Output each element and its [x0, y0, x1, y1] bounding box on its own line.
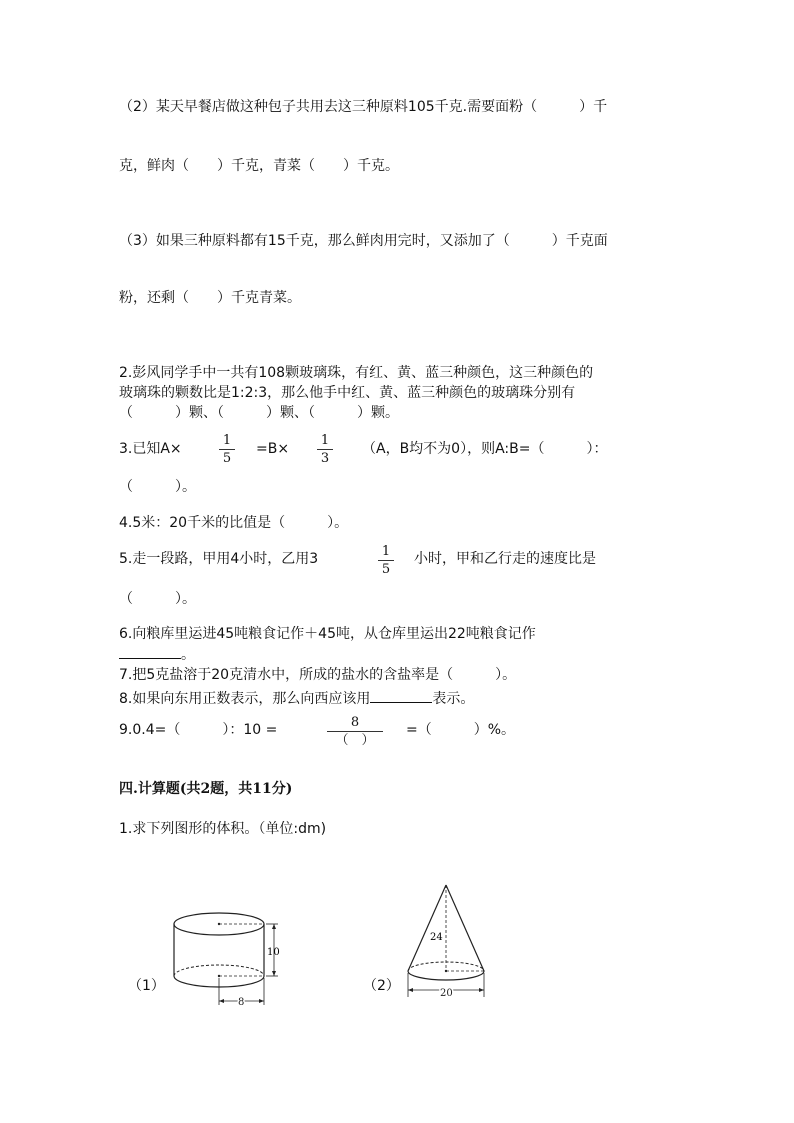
q1-part2-line1: （2）某天早餐店做这种包子共用去这三种原料105千克.需要面粉（ ）千 — [119, 99, 608, 115]
cone-figure — [400, 880, 495, 1002]
q6-answer-blank[interactable] — [119, 644, 181, 659]
q5-line2: （ ）。 — [119, 591, 196, 607]
q4-text: 4.5米：20千米的比值是（ ）。 — [119, 515, 349, 531]
calc-q1-text: 1.求下列图形的体积。（单位:dm) — [119, 821, 327, 837]
q3-frac1-denominator: 5 — [222, 451, 232, 466]
q2-line3: （ ）颗、（ ）颗、（ ）颗。 — [119, 405, 399, 421]
q3-suffix: （A，B均不为0），则A:B=（ ）： — [362, 441, 608, 457]
q3-frac1-numerator: 1 — [222, 433, 232, 448]
q3-middle: =B× — [256, 441, 290, 457]
cylinder-radius-label: 8 — [238, 997, 245, 1008]
q2-line2: 玻璃珠的颗数比是1:2:3，那么他手中红、黄、蓝三种颜色的玻璃珠分别有 — [119, 385, 576, 401]
q1-part2-line2: 克，鲜肉（ ）千克，青菜（ ）千克。 — [119, 158, 399, 174]
q5-suffix: 小时，甲和乙行走的速度比是 — [414, 551, 596, 567]
q3-frac2-numerator: 1 — [320, 433, 330, 448]
q3-fraction-2 — [317, 433, 333, 466]
q8-suffix: 表示。 — [432, 691, 475, 707]
q3-frac2-denominator: 3 — [320, 451, 330, 466]
q5-frac-numerator: 1 — [381, 544, 391, 559]
cone-height-label: 24 — [430, 932, 443, 943]
q8-line — [119, 688, 474, 708]
q9-frac-numerator: 8 — [350, 715, 360, 730]
q9-frac-denominator: （ ） — [335, 733, 375, 748]
q2-line1: 2.彭风同学手中一共有108颗玻璃珠，有红、黄、蓝三种颜色，这三种颜色的 — [119, 365, 594, 381]
q9-prefix: 9.0.4=（ ）：10 = — [119, 722, 278, 738]
q8-prefix: 8.如果向东用正数表示，那么向西应该用 — [119, 691, 371, 707]
q9-fraction — [327, 715, 383, 748]
q6-line1: 6.向粮库里运进45吨粮食记作＋45吨，从仓库里运出22吨粮食记作 — [119, 626, 536, 642]
figure1-label: （1） — [128, 978, 165, 994]
section-heading: 四.计算题(共2题，共11分) — [119, 781, 293, 797]
cylinder-height-label: 10 — [267, 947, 280, 958]
q1-part3-line1: （3）如果三种原料都有15千克，那么鲜肉用完时，又添加了（ ）千克面 — [119, 233, 608, 249]
q3-line2: （ ）。 — [119, 479, 196, 495]
q3-prefix: 3.已知A× — [119, 441, 182, 457]
q9-suffix: =（ ）%。 — [406, 722, 516, 738]
q1-part3-line2: 粉，还剩（ ）千克青菜。 — [119, 290, 301, 306]
q3-fraction-1 — [219, 433, 235, 466]
q6-line2 — [119, 644, 195, 664]
q5-fraction — [378, 544, 394, 577]
cylinder-figure — [168, 905, 288, 1010]
q8-answer-blank[interactable] — [370, 688, 432, 703]
figure2-label: （2） — [363, 978, 400, 994]
q6-period: 。 — [181, 647, 195, 663]
q7-text: 7.把5克盐溶于20克清水中，所成的盐水的含盐率是（ ）。 — [119, 667, 517, 683]
cone-diameter-label: 20 — [440, 988, 453, 999]
q5-prefix: 5.走一段路，甲用4小时，乙用3 — [119, 551, 319, 567]
q5-frac-denominator: 5 — [381, 562, 391, 577]
